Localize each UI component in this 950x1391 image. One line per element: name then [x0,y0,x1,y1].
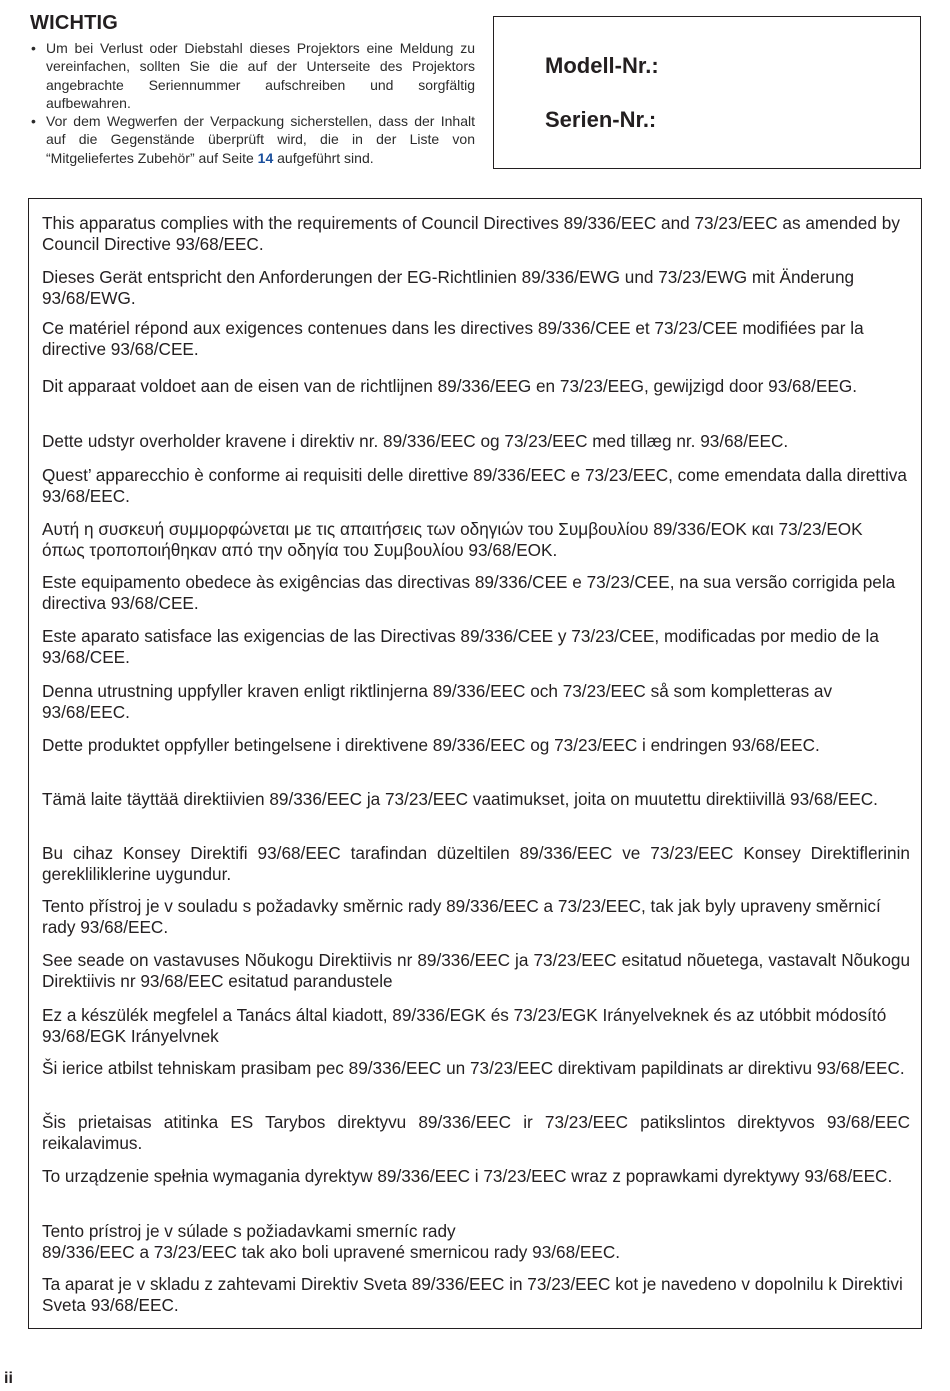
ec-compliance-box [28,198,922,1329]
statement-spanish: Este aparato satisface las exigencias de las Directivas 89/336/CEE y 73/23/CEE, modificadas por medio de la 93/68/CEE. [42,626,879,667]
statement-french: Ce matériel répond aux exigences contenues dans les directives 89/336/CEE et 73/23/CEE modifiées par la directive 93/68/CEE. [42,318,864,359]
statement-german: Dieses Gerät entspricht den Anforderungen der EG-Richtlinien 89/336/EWG und 73/23/EWG mit Änderung 93/68/EWG. [42,267,855,308]
statement-portuguese: Este equipamento obedece às exigências das directivas 89/336/CEE e 73/23/CEE, na sua versão corrigida pela directiva 93/68/CEE. [42,572,896,613]
page-reference-link[interactable]: 14 [257,149,274,166]
statement-slovak-line2: 89/336/EEC a 73/23/EEC tak ako boli upravené smernicou rady 93/68/EEC. [42,1242,621,1262]
model-serial-box [493,16,921,169]
statement-turkish: Bu cihaz Konsey Direktifi 93/68/EEC tarafindan düzeltilen 89/336/EEC ve 73/23/EEC Konsey Direktiflerinin gerekliliklerine uygundur. [42,843,910,884]
statement-finnish: Tämä laite täyttää direktiivien 89/336/EEC ja 73/23/EEC vaatimukset, joita on muutettu direktiivillä 93/68/EEC. [42,789,878,809]
wichtig-bullet-packaging-text: Vor dem Wegwerfen der Verpackung sicherstellen, dass der Inhalt auf die Gegenstände überprüft wird, die in der Liste von “Mitgeliefertes Zubehör” auf Seite [46,113,475,166]
wichtig-bullet-packaging-end: aufgeführt sind. [273,149,374,166]
page-number: ii [4,1370,13,1387]
statement-slovenian: Ta aparat je v skladu z zahtevami Direktiv Sveta 89/336/EEC in 73/23/EEC kot je navedeno v dopolnilu k Direktivi Sveta 93/68/EEC. [42,1274,903,1315]
statement-greek: Αυτή η συσκευή συμμορφώνεται με τις απαιτήσεις των οδηγιών του Συμβουλίου 89/336/ΕΟΚ και 73/23/ΕΟΚ όπως τροποποιήθηκαν από την οδηγία του Συμβουλίου 93/68/ΕΟΚ. [42,519,863,560]
model-number-label: Modell-Nr.: [545,53,659,78]
wichtig-notice [30,12,475,167]
wichtig-bullet-serial: • Um bei Verlust oder Diebstahl dieses Projektors eine Meldung zu vereinfachen, sollten Sie die auf der Unterseite des Projektors angebrachte Seriennummer aufschreiben und sorgfältig aufbewahren. [30,39,475,112]
wichtig-heading: WICHTIG [30,12,119,34]
statement-slovak-line1: Tento prístroj je v súlade s požiadavkami smerníc rady [42,1221,456,1241]
statement-italian: Quest’ apparecchio è conforme ai requisiti delle direttive 89/336/EEC e 73/23/EEC, come emendata dalla direttiva 93/68/EEC. [42,465,907,506]
wichtig-list [30,39,475,167]
statement-lithuanian: Šis prietaisas atitinka ES Tarybos direktyvu 89/336/EEC ir 73/23/EEC patikslintos direktyvos 93/68/EEC reikalavimus. [42,1112,910,1153]
statement-czech: Tento přístroj je v souladu s požadavky směrnic rady 89/336/EEC a 73/23/EEC, tak jak byly upraveny směrnicí rady 93/68/EEC. [42,896,881,937]
serial-number-label: Serien-Nr.: [545,107,657,132]
wichtig-bullet-packaging [30,112,475,167]
statement-swedish: Denna utrustning uppfyller kraven enligt riktlinjerna 89/336/EEC och 73/23/EEC så som kompletteras av 93/68/EEC. [42,681,833,722]
statement-danish: Dette udstyr overholder kravene i direktiv nr. 89/336/EEC og 73/23/EEC med tillæg nr. 93/68/EEC. [42,431,789,451]
statement-english: This apparatus complies with the requirements of Council Directives 89/336/EEC and 73/23/EEC as amended by Council Directive 93/68/EEC. [42,213,900,254]
statement-hungarian: Ez a készülék megfelel a Tanács által kiadott, 89/336/EGK és 73/23/EGK Irányelveknek és az utóbbit módosító 93/68/EGK Irányelvnek [42,1005,887,1046]
statement-latvian: Ši ierice atbilst tehniskam prasibam pec 89/336/EEC un 73/23/EEC direktivam papildinats ar direktivu 93/68/EEC. [42,1058,905,1078]
statement-dutch: Dit apparaat voldoet aan de eisen van de richtlijnen 89/336/EEG en 73/23/EEG, gewijzigd door 93/68/EEG. [42,376,858,396]
statement-estonian: See seade on vastavuses Nõukogu Direktiivis nr 89/336/EEC ja 73/23/EEC esitatud nõuetega, vastavalt Nõukogu Direktiivis nr 93/68/EEC esitatud parandustele [42,950,910,991]
statement-norwegian: Dette produktet oppfyller betingelsene i direktivene 89/336/EEC og 73/23/EEC i endringen 93/68/EEC. [42,735,820,755]
statement-polish: To urządzenie spełnia wymagania dyrektyw 89/336/EEC i 73/23/EEC wraz z poprawkami dyrektywy 93/68/EEC. [42,1166,893,1186]
